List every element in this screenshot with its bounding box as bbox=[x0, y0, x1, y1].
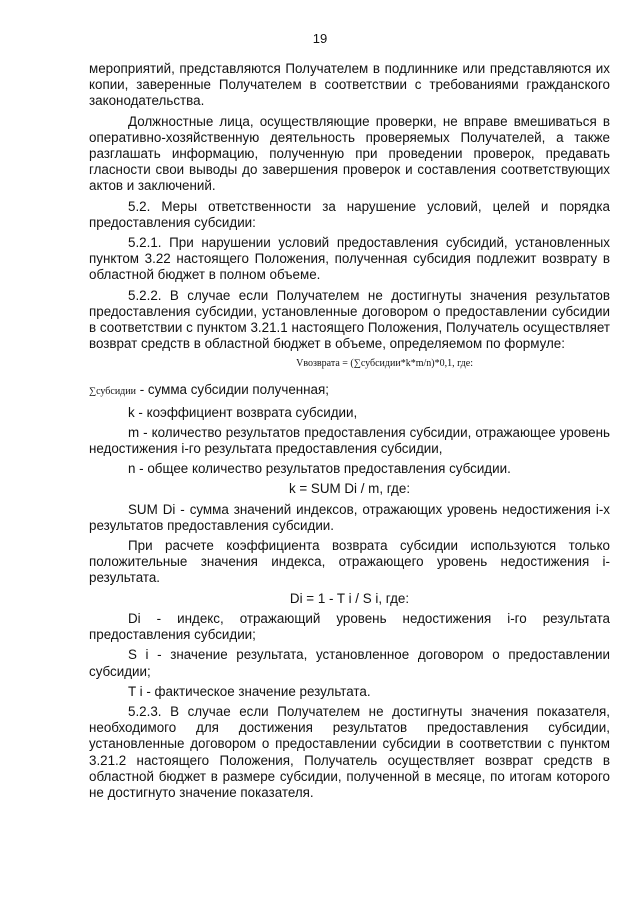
definition-m: m - количество результатов предоставления субсидии, отражающее уровень недостижения i-го результата предоставления субсидии, bbox=[89, 424, 610, 457]
definition-di: Di - индекс, отражающий уровень недостижения i-го результата предоставления субсидии; bbox=[89, 610, 610, 643]
paragraph-positive-values: При расчете коэффициента возврата субсидии используются только положительные значения индекса, отражающего уровень недостижения i-результата. bbox=[89, 538, 610, 586]
formula-di: Di = 1 - T i / S i, где: bbox=[289, 590, 410, 606]
definition-ti: T i - фактическое значение результата. bbox=[128, 683, 371, 699]
paragraph-5-2-3: 5.2.3. В случае если Получателем не достигнуты значения показателя, необходимого для достижения результатов предоставления субсидии, установленные договором о предоставлении субсидии в соответствии с пунктом 3.21.2 настоящего Положения, Получатель осуществляет возврат средств в областной бюджет в размере субсидии, полученной в месяце, по итогам которого не достигнуто значение показателя. bbox=[89, 703, 610, 800]
formula-return-amount: Vвозврата = (∑субсидии*k*m/n)*0,1, где: bbox=[296, 358, 473, 370]
definition-k: k - коэффициент возврата субсидии, bbox=[128, 404, 358, 420]
definition-sum bbox=[89, 382, 610, 400]
paragraph-5-2-2: 5.2.2. В случае если Получателем не достигнуты значения результатов предоставления субсидии, установленные договором о предоставлении субсидии в соответствии с пунктом 3.21.1 настоящего Положения, Получатель осуществляет возврат средств в областной бюджет в объеме, определяемом по формуле: bbox=[89, 287, 610, 352]
formula-k: k = SUM Di / m, где: bbox=[288, 481, 411, 497]
definition-sum-di: SUM Di - сумма значений индексов, отражающих уровень недостижения i-х результатов предоставления субсидии. bbox=[89, 501, 610, 533]
definition-sum-text: - сумма субсидии полученная; bbox=[135, 382, 329, 398]
page-number: 19 bbox=[312, 31, 328, 46]
sum-symbol: ∑субсидии bbox=[89, 386, 136, 398]
paragraph-continuation: мероприятий, представляются Получателем в подлиннике или представляются их копии, заверенные Получателем в соответствии с требованиями гражданского законодательства. bbox=[89, 61, 610, 109]
paragraph-5-2: 5.2. Меры ответственности за нарушение условий, целей и порядка предоставления субсидии: bbox=[89, 198, 610, 230]
definition-si: S i - значение результата, установленное договором о предоставлении субсидии; bbox=[89, 647, 610, 679]
paragraph-5-2-1: 5.2.1. При нарушении условий предоставления субсидий, установленных пунктом 3.22 настоящего Положения, полученная субсидия подлежит возврату в областной бюджет в полном объеме. bbox=[89, 235, 610, 283]
paragraph-officials: Должностные лица, осуществляющие проверки, не вправе вмешиваться в оперативно-хозяйственную деятельность проверяемых Получателей, а также разглашать информацию, полученную при проведении проверок, предавать гласности свои выводы до завершения проверок и составления соответствующих актов и заключений. bbox=[89, 113, 610, 194]
document-body bbox=[89, 61, 610, 805]
definition-n: n - общее количество результатов предоставления субсидии. bbox=[128, 461, 511, 477]
